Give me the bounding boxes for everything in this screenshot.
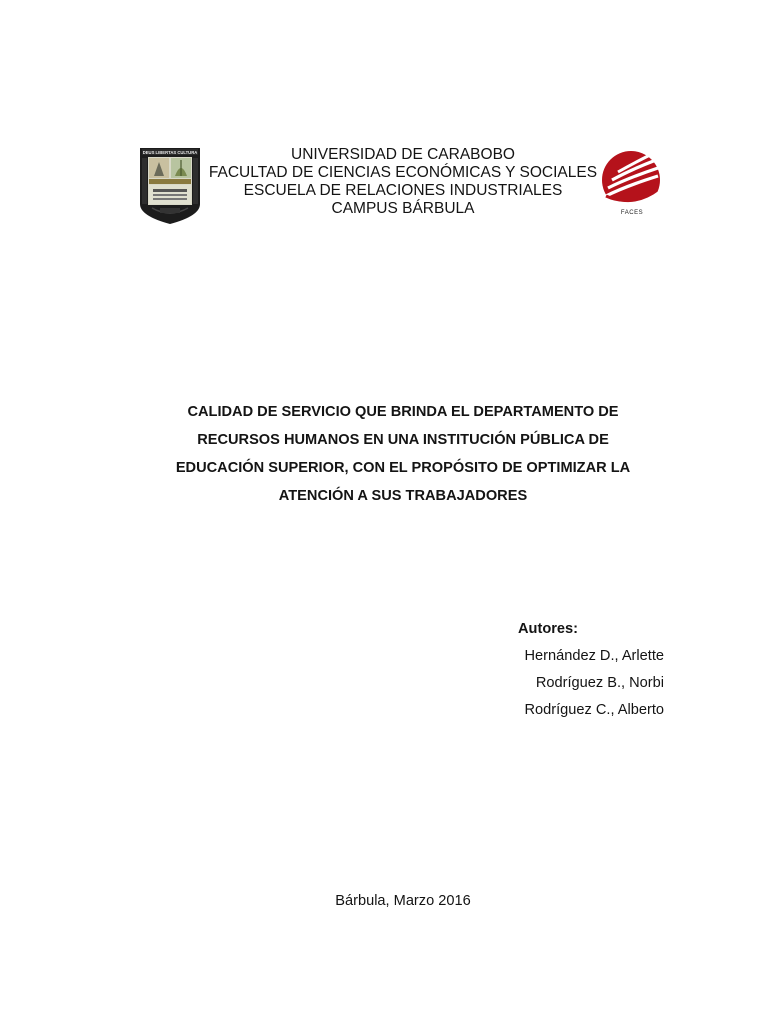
school-name: ESCUELA DE RELACIONES INDUSTRIALES bbox=[243, 182, 563, 199]
svg-text:DEUS LIBERTAS CULTURA: DEUS LIBERTAS CULTURA bbox=[142, 150, 198, 155]
svg-text:FACES: FACES bbox=[620, 210, 644, 216]
title-line: EDUCACIÓN SUPERIOR, CON EL PROPÓSITO DE OPTIMIZAR LA bbox=[175, 460, 631, 476]
title-line: CALIDAD DE SERVICIO QUE BRINDA EL DEPARTAMENTO DE bbox=[187, 404, 619, 420]
authors-block bbox=[470, 616, 664, 724]
institution-header bbox=[160, 146, 646, 218]
place-date: Bárbula, Marzo 2016 bbox=[335, 893, 471, 909]
title-line: RECURSOS HUMANOS EN UNA INSTITUCIÓN PÚBLICA DE bbox=[197, 432, 609, 448]
title-line: ATENCIÓN A SUS TRABAJADORES bbox=[278, 488, 528, 504]
author-name: Rodríguez C., Alberto bbox=[524, 702, 664, 718]
university-name: UNIVERSIDAD DE CARABOBO bbox=[291, 146, 515, 163]
authors-heading: Autores: bbox=[518, 621, 578, 637]
author-name: Hernández D., Arlette bbox=[524, 648, 664, 664]
faculty-name: FACULTAD DE CIENCIAS ECONÓMICAS Y SOCIALES bbox=[208, 164, 598, 181]
faces-logo-icon bbox=[596, 150, 666, 218]
campus-name: CAMPUS BÁRBULA bbox=[331, 200, 475, 217]
author-name: Rodríguez B., Norbi bbox=[535, 675, 664, 691]
thesis-title bbox=[120, 398, 686, 510]
